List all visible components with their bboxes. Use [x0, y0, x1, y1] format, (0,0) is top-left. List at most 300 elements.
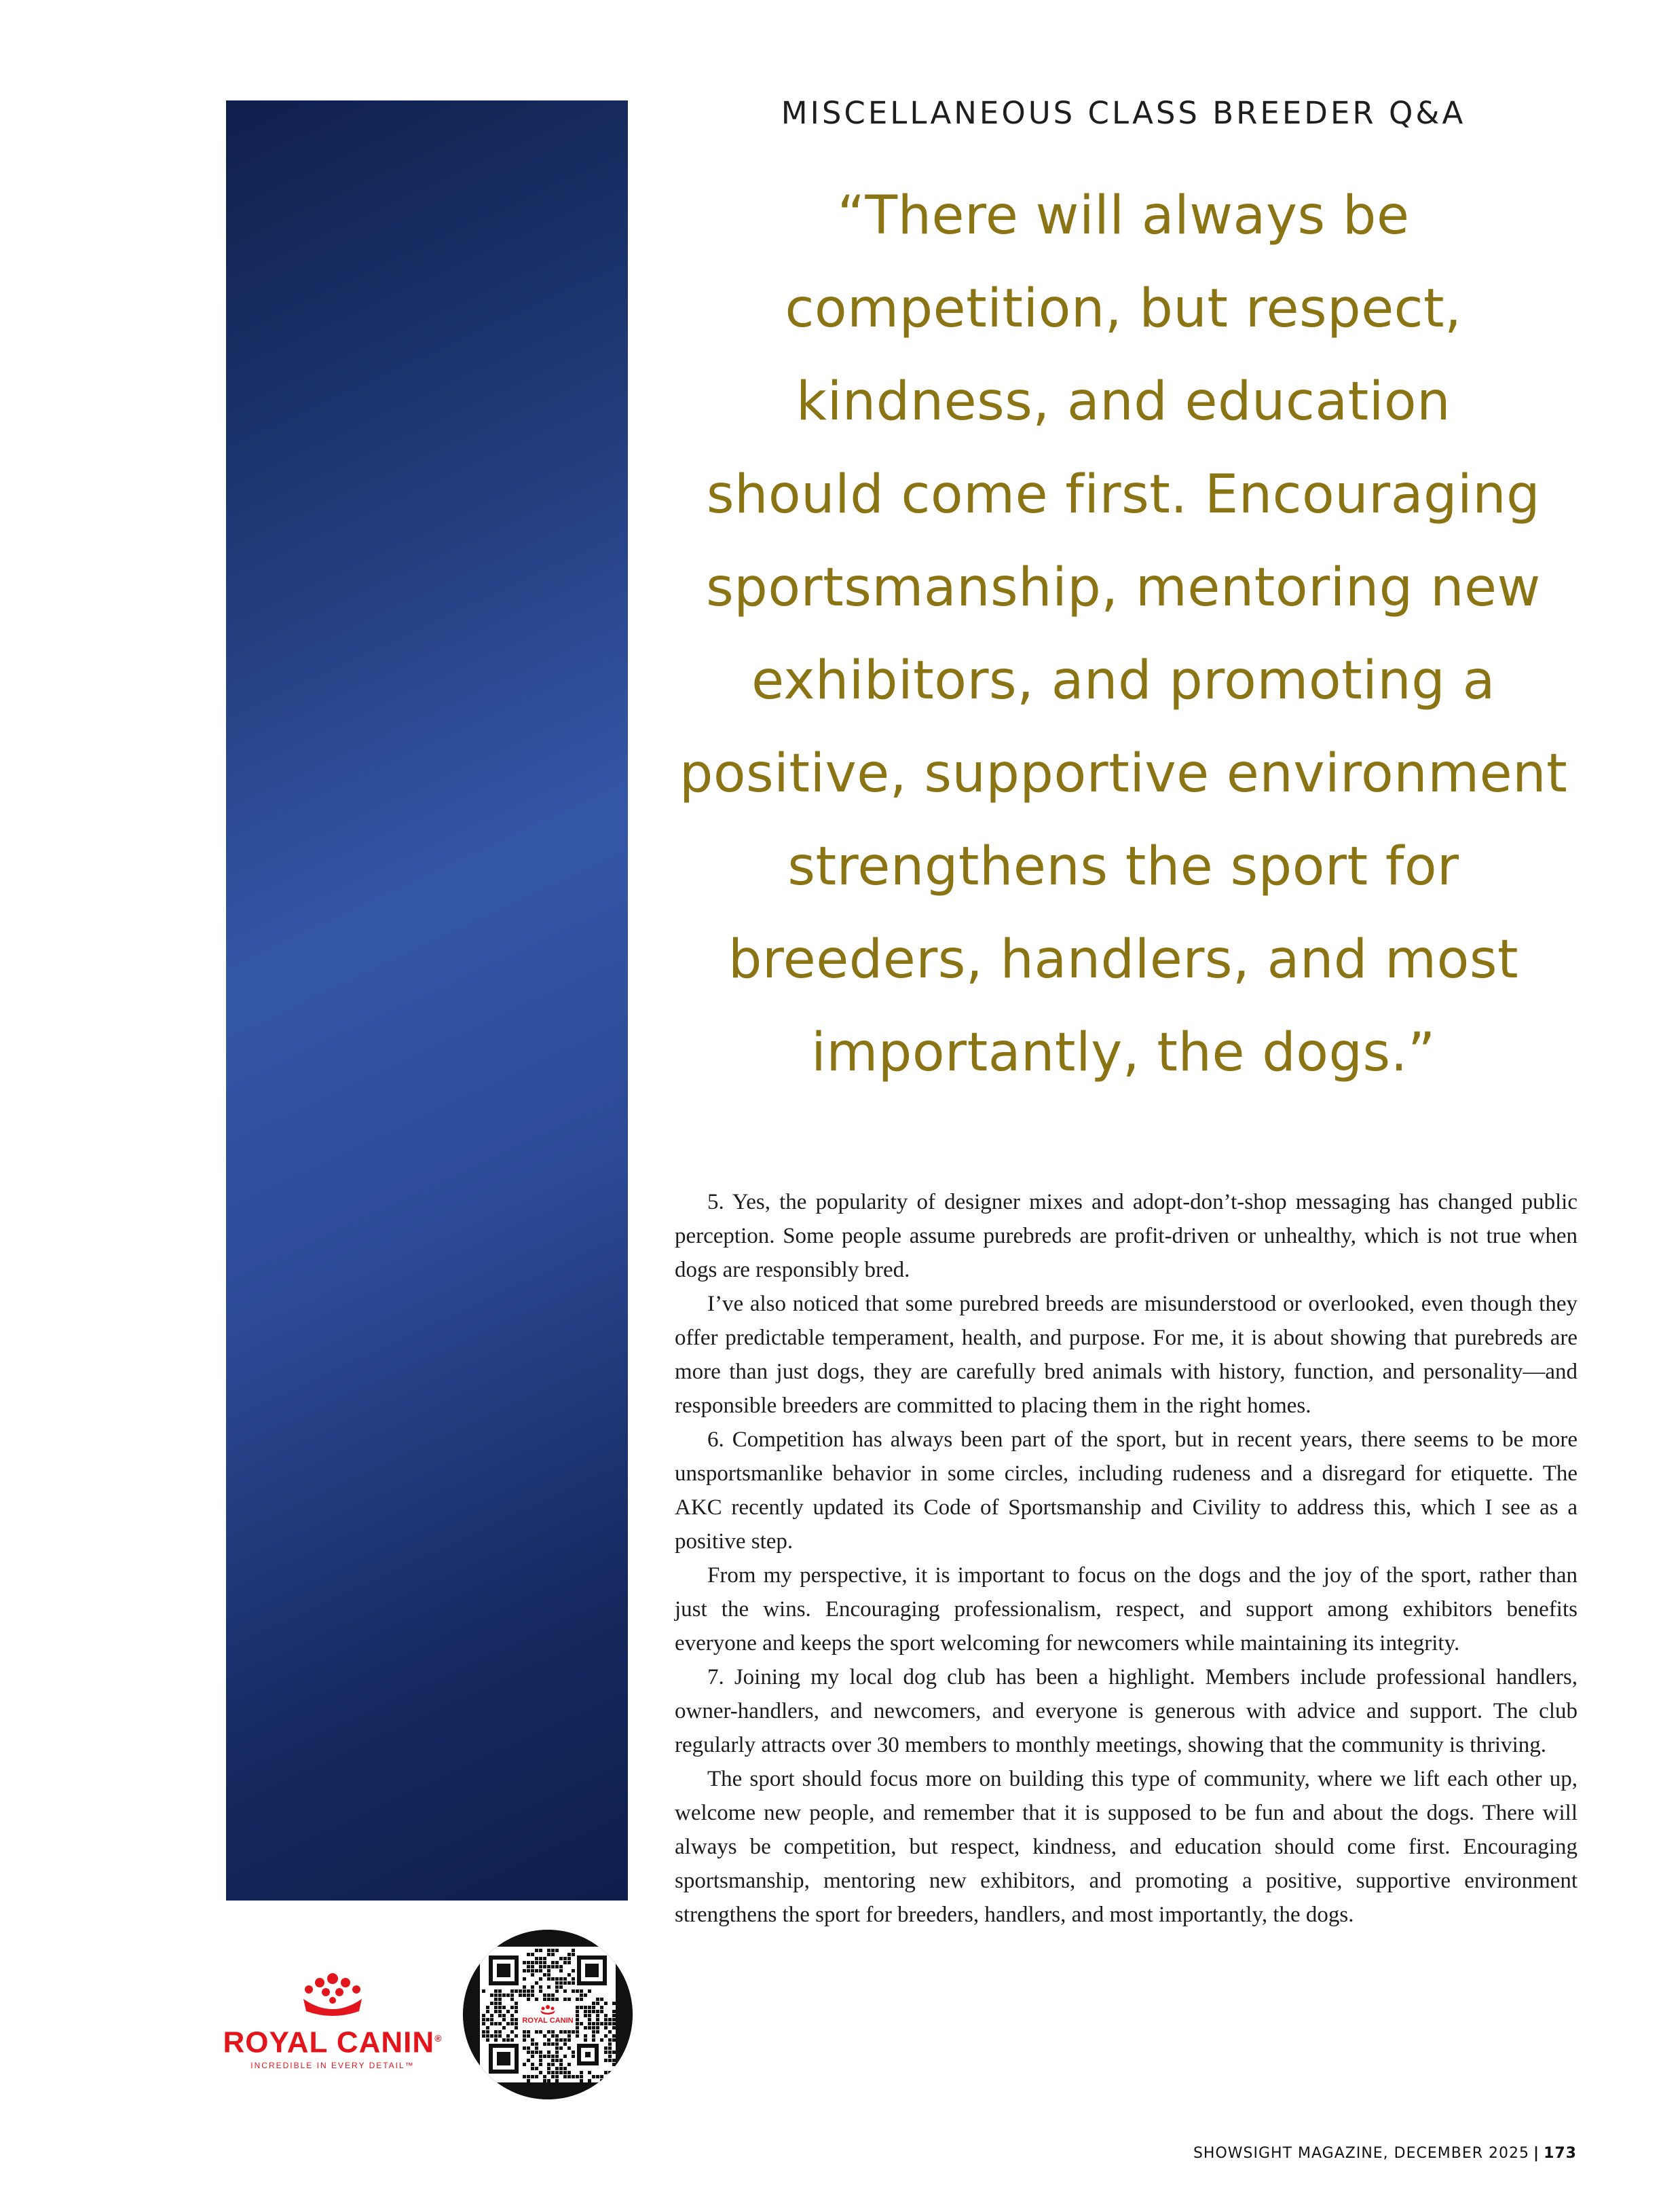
qr-module — [580, 2006, 583, 2009]
qr-module — [572, 1969, 575, 1972]
qr-module — [563, 1998, 567, 2001]
qr-module — [531, 2055, 534, 2058]
qr-module — [535, 1957, 538, 1960]
qr-module — [592, 2002, 595, 2005]
qr-module — [600, 2022, 603, 2025]
qr-module — [494, 2030, 498, 2034]
qr-module — [486, 2030, 489, 2034]
qr-module — [539, 2055, 542, 2058]
qr-module — [604, 2018, 608, 2021]
qr-module — [547, 2079, 550, 2082]
qr-module — [543, 1965, 546, 1968]
qr-module — [482, 2030, 485, 2034]
qr-module — [555, 2034, 559, 2038]
qr-module — [510, 2030, 514, 2034]
qr-module — [567, 1961, 571, 1964]
qr-module — [543, 1973, 546, 1977]
qr-module — [600, 2038, 603, 2042]
qr-module — [494, 2034, 498, 2038]
qr-module — [567, 1953, 571, 1956]
qr-module — [592, 2038, 595, 2042]
pull-quote-line: sportsmanship, mentoring new — [706, 557, 1541, 618]
qr-module — [498, 2006, 502, 2009]
qr-module — [612, 2014, 616, 2017]
qr-module — [576, 2010, 579, 2013]
qr-module — [608, 2051, 612, 2054]
qr-module — [576, 2030, 579, 2034]
qr-module — [543, 1998, 546, 2001]
qr-module — [596, 2014, 599, 2017]
qr-module — [567, 2071, 571, 2074]
qr-module — [559, 2030, 563, 2034]
qr-module — [580, 2079, 583, 2082]
qr-module — [498, 2010, 502, 2013]
qr-module — [612, 2018, 616, 2021]
qr-module — [584, 2010, 587, 2013]
qr-module — [539, 1989, 542, 1993]
qr-module — [502, 2026, 506, 2029]
qr-module — [559, 2059, 563, 2062]
qr-module — [551, 2071, 555, 2074]
qr-module — [547, 2030, 550, 2034]
qr-module — [600, 1998, 603, 2001]
pull-quote-line: should come first. Encouraging — [706, 464, 1541, 525]
qr-module — [604, 2046, 608, 2050]
qr-module — [523, 1989, 526, 1993]
qr-module — [515, 2022, 518, 2025]
publication-name: SHOWSIGHT MAGAZINE, DECEMBER 2025 — [1193, 2145, 1530, 2162]
qr-module — [555, 1949, 559, 1952]
qr-module — [498, 2034, 502, 2038]
qr-module — [527, 2051, 530, 2054]
qr-module — [547, 1998, 550, 2001]
qr-module — [506, 2038, 510, 2042]
qr-module — [523, 2075, 526, 2078]
qr-module — [539, 2063, 542, 2066]
qr-module — [547, 1953, 550, 1956]
qr-module — [515, 2002, 518, 2005]
qr-module — [559, 2046, 563, 2050]
qr-module — [494, 2006, 498, 2009]
qr-module — [612, 2075, 616, 2078]
qr-module — [543, 1957, 546, 1960]
qr-module — [531, 1973, 534, 1977]
qr-module — [555, 2059, 559, 2062]
qr-module — [576, 2018, 579, 2021]
qr-module — [502, 2038, 506, 2042]
qr-module — [563, 2038, 567, 2042]
qr-module — [506, 2010, 510, 2013]
qr-module — [551, 2063, 555, 2066]
qr-module — [531, 2042, 534, 2046]
qr-module — [584, 2034, 587, 2038]
qr-module — [539, 2030, 542, 2034]
qr-module — [535, 1969, 538, 1972]
qr-module — [547, 1973, 550, 1977]
qr-module — [584, 2006, 587, 2009]
qr-module — [547, 2063, 550, 2066]
qr-code-badge[interactable] — [463, 1930, 633, 2099]
qr-module — [563, 1981, 567, 1985]
qr-module — [523, 1961, 526, 1964]
qr-module — [588, 2006, 591, 2009]
qr-module — [551, 1961, 555, 1964]
article-paragraph: 5. Yes, the popularity of designer mixes and adopt-don’t-shop messaging has changed public perception. Some people assume purebreds are profit-driven or unhealthy, which is not true when dogs are responsibly bred. — [675, 1190, 1578, 1282]
qr-module — [592, 2034, 595, 2038]
qr-module — [498, 2002, 502, 2005]
qr-module — [523, 1977, 526, 1981]
qr-module — [515, 1989, 518, 1993]
qr-module — [584, 2014, 587, 2017]
qr-module — [576, 2026, 579, 2029]
qr-module — [523, 1969, 526, 1972]
qr-module — [486, 2006, 489, 2009]
qr-module — [515, 2006, 518, 2009]
qr-module — [502, 2018, 506, 2021]
qr-module — [547, 1969, 550, 1972]
qr-module — [559, 1969, 563, 1972]
qr-module — [612, 2051, 616, 2054]
qr-module — [600, 2010, 603, 2013]
qr-module — [523, 2030, 526, 2034]
qr-module — [596, 2010, 599, 2013]
qr-module — [572, 2051, 575, 2054]
qr-module — [543, 2042, 546, 2046]
section-label: MISCELLANEOUS CLASS BREEDER Q&A — [781, 95, 1466, 131]
qr-module — [535, 2067, 538, 2070]
qr-module — [543, 1994, 546, 1997]
qr-module — [547, 1985, 550, 1989]
qr-module — [580, 2071, 583, 2074]
qr-module — [612, 2022, 616, 2025]
qr-module — [600, 2075, 603, 2078]
qr-module — [539, 1977, 542, 1981]
qr-module — [555, 1965, 559, 1968]
qr-module — [523, 2046, 526, 2050]
qr-module — [596, 2022, 599, 2025]
qr-module — [563, 2071, 567, 2074]
qr-module — [551, 1953, 555, 1956]
qr-module — [600, 2079, 603, 2082]
pull-quote-line: strengthens the sport for — [787, 836, 1459, 897]
qr-module — [559, 1981, 563, 1985]
pull-quote-line: kindness, and education — [796, 371, 1451, 432]
qr-module — [482, 2018, 485, 2021]
qr-module — [551, 2055, 555, 2058]
qr-module — [515, 2026, 518, 2029]
qr-module — [547, 2051, 550, 2054]
qr-module — [539, 1949, 542, 1952]
qr-module — [600, 2006, 603, 2009]
qr-module — [547, 1965, 550, 1968]
qr-module — [547, 2071, 550, 2074]
qr-module — [563, 2055, 567, 2058]
qr-module — [551, 1998, 555, 2001]
qr-module — [523, 2063, 526, 2066]
qr-module — [580, 1989, 583, 1993]
qr-module — [490, 2002, 493, 2005]
qr-module — [567, 1981, 571, 1985]
qr-module — [510, 2022, 514, 2025]
qr-module — [604, 2026, 608, 2029]
qr-module — [551, 1994, 555, 1997]
qr-module — [531, 2038, 534, 2042]
qr-module — [555, 1985, 559, 1989]
qr-module — [535, 2046, 538, 2050]
qr-module — [527, 1969, 530, 1972]
qr-module — [608, 2055, 612, 2058]
qr-module — [515, 2018, 518, 2021]
qr-module — [567, 2030, 571, 2034]
qr-module — [543, 2055, 546, 2058]
qr-module — [498, 2022, 502, 2025]
qr-module — [531, 2063, 534, 2066]
article-paragraph: 6. Competition has always been part of the sport, but in recent years, there seems to be more unsportsmanlike behavior in some circles, including rudeness and a disregard for etiquette. The AKC recently updated its Code of Sportsmanship and Civility to address this, which I see as a positive step. — [675, 1427, 1578, 1554]
qr-module — [490, 2014, 493, 2017]
qr-module — [502, 2006, 506, 2009]
qr-module — [527, 1953, 530, 1956]
qr-module — [531, 1965, 534, 1968]
qr-module — [559, 2071, 563, 2074]
qr-module — [580, 1998, 583, 2001]
qr-module — [482, 2014, 485, 2017]
qr-module — [559, 2063, 563, 2066]
qr-module — [563, 2075, 567, 2078]
qr-module — [567, 1973, 571, 1977]
qr-module — [555, 2038, 559, 2042]
qr-module — [494, 2022, 498, 2025]
qr-module — [515, 2034, 518, 2038]
qr-module — [510, 2038, 514, 2042]
page-footer — [1193, 2145, 1577, 2162]
qr-module — [576, 1998, 579, 2001]
qr-module — [551, 2030, 555, 2034]
qr-module — [572, 1981, 575, 1985]
qr-module — [612, 2063, 616, 2066]
qr-module — [612, 2026, 616, 2029]
qr-module — [547, 1977, 550, 1981]
qr-module — [559, 1977, 563, 1981]
qr-module — [531, 2051, 534, 2054]
qr-module — [486, 2010, 489, 2013]
article-body — [675, 1185, 1578, 1932]
qr-module — [608, 2042, 612, 2046]
qr-module — [535, 2051, 538, 2054]
qr-module — [596, 2026, 599, 2029]
qr-module — [519, 1989, 522, 1993]
qr-module — [608, 2038, 612, 2042]
qr-module — [543, 1961, 546, 1964]
qr-module — [612, 2059, 616, 2062]
qr-module — [510, 1989, 514, 1993]
qr-module — [555, 1981, 559, 1985]
qr-module — [523, 2034, 526, 2038]
qr-module — [576, 2075, 579, 2078]
qr-module — [482, 2022, 485, 2025]
qr-module — [596, 1998, 599, 2001]
qr-module — [498, 2030, 502, 2034]
qr-module — [588, 2014, 591, 2017]
qr-module — [535, 1961, 538, 1964]
qr-module — [551, 1949, 555, 1952]
qr-module — [588, 2071, 591, 2074]
qr-module — [592, 2006, 595, 2009]
qr-module — [486, 2026, 489, 2029]
brand-tagline: INCREDIBLE IN EVERY DETAIL™ — [250, 2060, 415, 2070]
royal-canin-logo[interactable] — [221, 1972, 445, 2074]
qr-module — [551, 2042, 555, 2046]
qr-module — [498, 2014, 502, 2017]
qr-module — [519, 1994, 522, 1997]
qr-module — [551, 2075, 555, 2078]
qr-module — [604, 2014, 608, 2017]
qr-module — [543, 2079, 546, 2082]
qr-module — [580, 2022, 583, 2025]
qr-module — [527, 1998, 530, 2001]
qr-module — [596, 2030, 599, 2034]
pull-quote — [658, 170, 1588, 1100]
qr-module — [572, 2030, 575, 2034]
qr-module — [555, 1977, 559, 1981]
qr-module — [527, 2075, 530, 2078]
qr-module — [498, 1994, 502, 1997]
qr-module — [604, 2071, 608, 2074]
qr-module — [506, 1994, 510, 1997]
qr-module — [572, 1949, 575, 1952]
pull-quote-line: “There will always be — [837, 185, 1410, 246]
qr-module — [608, 2075, 612, 2078]
qr-module — [608, 2030, 612, 2034]
qr-module — [527, 2079, 530, 2082]
qr-module — [535, 1998, 538, 2001]
qr-module — [502, 2014, 506, 2017]
qr-module — [486, 2018, 489, 2021]
qr-module — [596, 2002, 599, 2005]
article-paragraph: I’ve also noticed that some purebred breeds are misunderstood or overlooked, even though they offer predictable temperament, health, and purpose. For me, it is about showing that purebreds are more than just dogs, they are carefully bred animals with history, function, and personality—and responsible breeders are committed to placing them in the right homes. — [675, 1292, 1578, 1418]
qr-module — [510, 2006, 514, 2009]
qr-module — [527, 2046, 530, 2050]
qr-module — [608, 2079, 612, 2082]
qr-module — [563, 1961, 567, 1964]
qr-module — [555, 2075, 559, 2078]
qr-module — [527, 1965, 530, 1968]
qr-module — [604, 2002, 608, 2005]
qr-module — [531, 1994, 534, 1997]
qr-module — [555, 2042, 559, 2046]
qr-module — [539, 2071, 542, 2074]
qr-module — [527, 1989, 530, 1993]
qr-module — [527, 2030, 530, 2034]
qr-module — [588, 2010, 591, 2013]
qr-module — [551, 2034, 555, 2038]
qr-module — [612, 2010, 616, 2013]
qr-module — [592, 2010, 595, 2013]
qr-module — [604, 2051, 608, 2054]
qr-module — [555, 1961, 559, 1964]
qr-module — [523, 1985, 526, 1989]
qr-module — [576, 2006, 579, 2009]
brand-name: ROYAL CANIN® — [223, 2025, 443, 2059]
qr-module — [486, 2034, 489, 2038]
qr-module — [539, 1965, 542, 1968]
qr-module — [572, 1953, 575, 1956]
qr-module — [563, 1989, 567, 1993]
qr-module — [592, 2030, 595, 2034]
footer-separator: | — [1533, 2145, 1540, 2162]
qr-module — [559, 1985, 563, 1989]
pull-quote-line: competition, but respect, — [785, 278, 1462, 339]
qr-module — [531, 1985, 534, 1989]
qr-module — [608, 2018, 612, 2021]
qr-module — [531, 1961, 534, 1964]
qr-module — [510, 2014, 514, 2017]
qr-module — [588, 2026, 591, 2029]
qr-module — [555, 2051, 559, 2054]
qr-module — [535, 2030, 538, 2034]
qr-module — [588, 2079, 591, 2082]
qr-module — [567, 1998, 571, 2001]
qr-module — [576, 2034, 579, 2038]
qr-module — [547, 1949, 550, 1952]
qr-center-label: ROYAL CANIN — [522, 2017, 574, 2025]
article-paragraph: From my perspective, it is important to focus on the dogs and the joy of the sport, rather than just the wins. Encouraging professionalism, respect, and support among exhibitors benefits everyone and keeps the sport welcoming for newcomers while maintaining its integrity. — [675, 1563, 1578, 1655]
qr-module — [596, 2018, 599, 2021]
qr-module — [498, 1989, 502, 1993]
qr-module — [531, 1989, 534, 1993]
qr-module — [515, 2010, 518, 2013]
qr-module — [551, 1977, 555, 1981]
qr-module — [482, 1989, 485, 1993]
crown-icon — [295, 1972, 370, 2019]
qr-module — [555, 1989, 559, 1993]
qr-module — [608, 2022, 612, 2025]
qr-module — [604, 2022, 608, 2025]
qr-module — [592, 2022, 595, 2025]
qr-module — [506, 2022, 510, 2025]
qr-module — [567, 2046, 571, 2050]
qr-module — [580, 1994, 583, 1997]
qr-module — [539, 1985, 542, 1989]
qr-module — [555, 1998, 559, 2001]
qr-module — [490, 1994, 493, 1997]
qr-module — [555, 2079, 559, 2082]
qr-module — [527, 2034, 530, 2038]
qr-module — [531, 1953, 534, 1956]
qr-module — [531, 2067, 534, 2070]
pull-quote-line: importantly, the dogs.” — [811, 1022, 1436, 1083]
qr-module — [555, 2071, 559, 2074]
qr-module — [588, 2022, 591, 2025]
qr-module — [584, 2038, 587, 2042]
qr-module — [584, 1994, 587, 1997]
qr-module — [539, 2059, 542, 2062]
qr-module — [510, 2018, 514, 2021]
qr-module — [608, 2059, 612, 2062]
qr-module — [608, 2046, 612, 2050]
qr-module — [535, 2075, 538, 2078]
qr-module — [490, 2022, 493, 2025]
qr-module — [498, 1998, 502, 2001]
qr-module — [494, 2038, 498, 2042]
qr-module — [527, 1994, 530, 1997]
qr-module — [543, 2075, 546, 2078]
qr-module — [547, 2055, 550, 2058]
pull-quote-line: positive, supportive environment — [679, 743, 1568, 804]
qr-module — [547, 1994, 550, 1997]
article-paragraph: 7. Joining my local dog club has been a highlight. Members include professional handlers, owner-handlers, and newcomers, and everyone is generous with advice and support. The club regularly attracts over 30 members to monthly meetings, showing that the community is thriving. — [675, 1665, 1578, 1757]
qr-module — [572, 2055, 575, 2058]
qr-module — [527, 2059, 530, 2062]
